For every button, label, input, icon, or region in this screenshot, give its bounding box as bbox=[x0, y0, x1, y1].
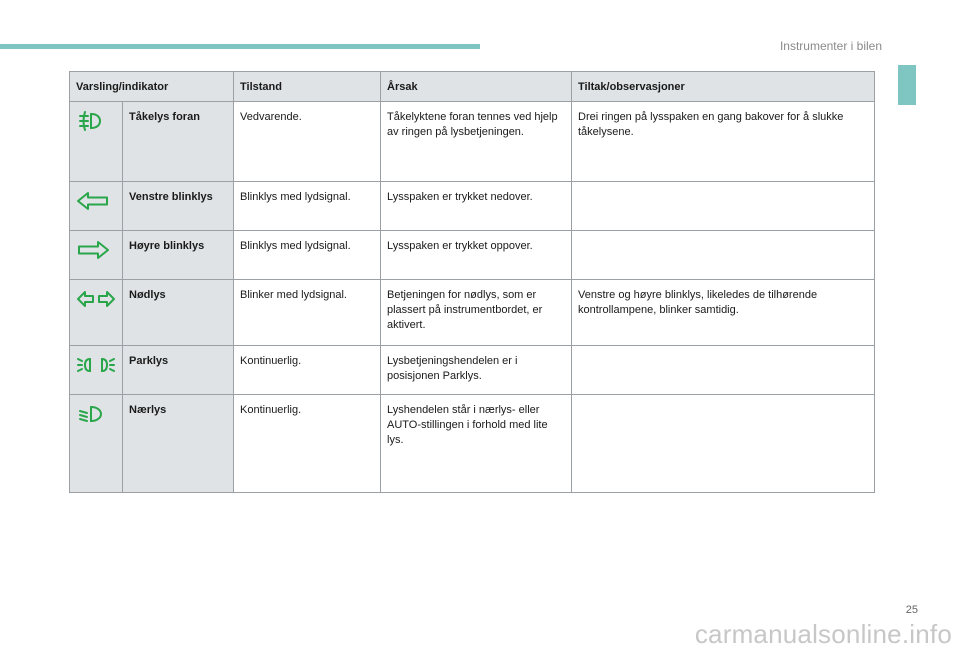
hazard-lights-icon bbox=[76, 288, 116, 315]
table-header-row bbox=[70, 72, 875, 102]
state-cell: Kontinuerlig. bbox=[234, 395, 381, 493]
right-turn-signal-icon bbox=[76, 239, 110, 266]
table-row bbox=[70, 102, 875, 182]
table-row bbox=[70, 395, 875, 493]
left-turn-signal-icon bbox=[76, 190, 110, 217]
cause-cell: Betjeningen for nødlys, som er plassert på instrumentbordet, er aktivert. bbox=[381, 280, 572, 346]
table-row bbox=[70, 182, 875, 231]
page-number: 25 bbox=[905, 604, 918, 616]
indicator-name: Nødlys bbox=[123, 280, 234, 346]
action-cell: Drei ringen på lysspaken en gang bakover for å slukke tåkelysene. bbox=[572, 102, 875, 182]
low-beam-icon bbox=[76, 403, 106, 430]
cause-cell: Lysbetjeningshendelen er i posisjonen Parklys. bbox=[381, 346, 572, 395]
cause-cell: Lysspaken er trykket nedover. bbox=[381, 182, 572, 231]
table-row bbox=[70, 280, 875, 346]
cause-cell: Lyshendelen står i nærlys- eller AUTO-stillingen i forhold med lite lys. bbox=[381, 395, 572, 493]
watermark: carmanualsonline.info bbox=[694, 619, 952, 649]
column-header-indicator: Varsling/indikator bbox=[70, 72, 234, 102]
state-cell: Vedvarende. bbox=[234, 102, 381, 182]
state-cell: Kontinuerlig. bbox=[234, 346, 381, 395]
parking-lights-icon bbox=[76, 354, 116, 381]
indicator-name: Venstre blinklys bbox=[123, 182, 234, 231]
indicator-name: Nærlys bbox=[123, 395, 234, 493]
table-row bbox=[70, 231, 875, 280]
action-cell bbox=[572, 182, 875, 231]
warning-indicator-table bbox=[69, 71, 875, 493]
state-cell: Blinker med lydsignal. bbox=[234, 280, 381, 346]
state-cell: Blinklys med lydsignal. bbox=[234, 182, 381, 231]
action-cell bbox=[572, 395, 875, 493]
table-row bbox=[70, 346, 875, 395]
column-header-action: Tiltak/observasjoner bbox=[572, 72, 875, 102]
cause-cell: Lysspaken er trykket oppover. bbox=[381, 231, 572, 280]
action-cell bbox=[572, 231, 875, 280]
column-header-cause: Årsak bbox=[381, 72, 572, 102]
cause-cell: Tåkelyktene foran tennes ved hjelp av ringen på lysbetjeningen. bbox=[381, 102, 572, 182]
top-accent-bar bbox=[0, 44, 480, 49]
action-cell: Venstre og høyre blinklys, likeledes de tilhørende kontrollampene, blinker samtidig. bbox=[572, 280, 875, 346]
column-header-state: Tilstand bbox=[234, 72, 381, 102]
section-title: Instrumenter i bilen bbox=[779, 39, 882, 53]
indicator-name: Tåkelys foran bbox=[123, 102, 234, 182]
indicator-name: Høyre blinklys bbox=[123, 231, 234, 280]
state-cell: Blinklys med lydsignal. bbox=[234, 231, 381, 280]
indicator-name: Parklys bbox=[123, 346, 234, 395]
chapter-tab bbox=[898, 65, 916, 105]
action-cell bbox=[572, 346, 875, 395]
front-fog-light-icon bbox=[76, 110, 106, 137]
